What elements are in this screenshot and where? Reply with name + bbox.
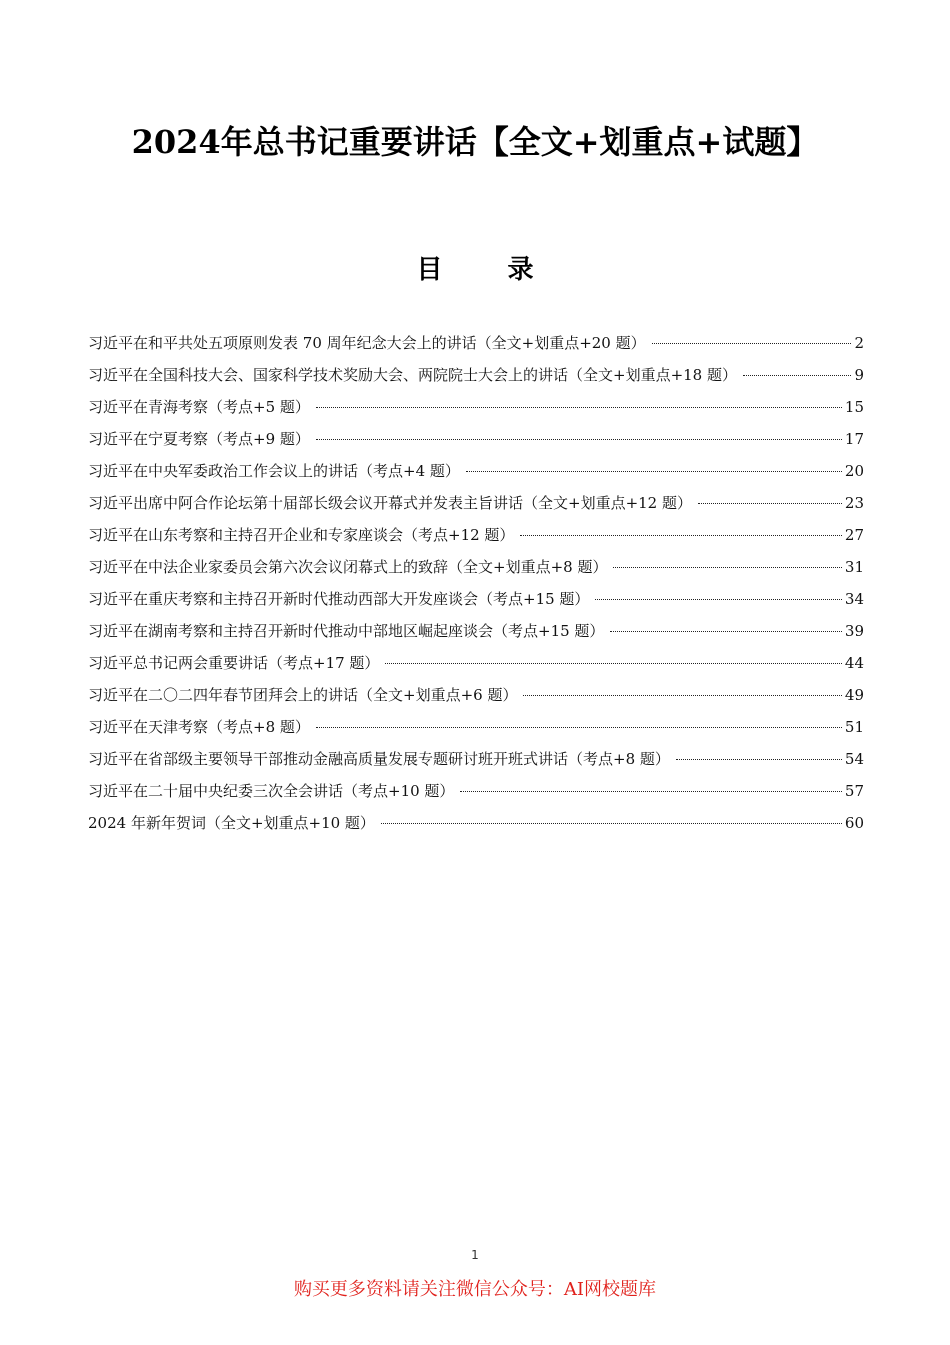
toc-leader-dots: [676, 759, 842, 760]
table-of-contents: [88, 327, 864, 839]
toc-entry[interactable]: [88, 775, 864, 807]
toc-entry[interactable]: [88, 551, 864, 583]
toc-entry-page: 27: [844, 526, 864, 544]
toc-leader-dots: [460, 791, 841, 792]
toc-entry-page: 23: [844, 494, 864, 512]
toc-entry[interactable]: [88, 679, 864, 711]
toc-entry[interactable]: [88, 647, 864, 679]
toc-leader-dots: [652, 343, 852, 344]
toc-leader-dots: [466, 471, 842, 472]
toc-leader-dots: [523, 695, 841, 696]
toc-entry-page: 51: [844, 718, 864, 736]
toc-entry-page: 60: [844, 814, 864, 832]
document-title: 2024年总书记重要讲话【全文+划重点+试题】: [131, 123, 819, 161]
toc-entry-title: 习近平在青海考察（考点+5 题）: [88, 398, 310, 416]
toc-entry-page: 15: [844, 398, 864, 416]
toc-entry-title: 习近平在和平共处五项原则发表 70 周年纪念大会上的讲话（全文+划重点+20 题）: [88, 334, 646, 352]
toc-entry-title: 习近平在重庆考察和主持召开新时代推动西部大开发座谈会（考点+15 题）: [88, 590, 590, 608]
toc-entry-title: 习近平在中央军委政治工作会议上的讲话（考点+4 题）: [88, 462, 460, 480]
toc-entry-title: 习近平在全国科技大会、国家科学技术奖励大会、两院院士大会上的讲话（全文+划重点+18 题）: [88, 366, 737, 384]
toc-entry-title: 习近平在宁夏考察（考点+9 题）: [88, 430, 310, 448]
toc-entry[interactable]: [88, 807, 864, 839]
toc-leader-dots: [316, 407, 842, 408]
toc-entry[interactable]: [88, 455, 864, 487]
toc-entry[interactable]: [88, 487, 864, 519]
page-number: 1: [471, 1248, 479, 1262]
toc-entry-page: 49: [844, 686, 864, 704]
toc-leader-dots: [743, 375, 851, 376]
toc-entry-page: 2: [854, 334, 864, 352]
toc-entry[interactable]: [88, 743, 864, 775]
toc-entry-page: 17: [844, 430, 864, 448]
toc-leader-dots: [595, 599, 841, 600]
toc-entry[interactable]: [88, 359, 864, 391]
toc-entry[interactable]: [88, 423, 864, 455]
toc-entry-title: 习近平在省部级主要领导干部推动金融高质量发展专题研讨班开班式讲话（考点+8 题）: [88, 750, 670, 768]
toc-entry[interactable]: [88, 327, 864, 359]
toc-entry-title: 习近平在天津考察（考点+8 题）: [88, 718, 310, 736]
toc-leader-dots: [610, 631, 841, 632]
toc-heading: 目 录: [416, 255, 562, 285]
toc-entry[interactable]: [88, 519, 864, 551]
toc-entry-title: 习近平出席中阿合作论坛第十届部长级会议开幕式并发表主旨讲话（全文+划重点+12 题）: [88, 494, 692, 512]
toc-leader-dots: [698, 503, 842, 504]
toc-entry[interactable]: [88, 583, 864, 615]
toc-entry[interactable]: [88, 711, 864, 743]
toc-leader-dots: [381, 823, 842, 824]
toc-entry-page: 57: [844, 782, 864, 800]
toc-leader-dots: [316, 727, 842, 728]
toc-entry-title: 习近平在二十届中央纪委三次全会讲话（考点+10 题）: [88, 782, 455, 800]
toc-entry-title: 习近平在湖南考察和主持召开新时代推动中部地区崛起座谈会（考点+15 题）: [88, 622, 605, 640]
toc-leader-dots: [520, 535, 841, 536]
toc-entry-page: 31: [844, 558, 864, 576]
toc-entry-title: 习近平在中法企业家委员会第六次会议闭幕式上的致辞（全文+划重点+8 题）: [88, 558, 608, 576]
toc-entry-title: 习近平在山东考察和主持召开企业和专家座谈会（考点+12 题）: [88, 526, 515, 544]
toc-entry-page: 9: [854, 366, 864, 384]
toc-entry-title: 习近平在二〇二四年春节团拜会上的讲话（全文+划重点+6 题）: [88, 686, 518, 704]
toc-entry-page: 54: [844, 750, 864, 768]
toc-entry-title: 习近平总书记两会重要讲话（考点+17 题）: [88, 654, 380, 672]
toc-leader-dots: [385, 663, 841, 664]
toc-entry[interactable]: [88, 615, 864, 647]
toc-entry-page: 34: [844, 590, 864, 608]
toc-entry-title: 2024 年新年贺词（全文+划重点+10 题）: [88, 814, 375, 832]
footer-promo-note: 购买更多资料请关注微信公众号：AI网校题库: [293, 1279, 657, 1300]
toc-entry-page: 20: [844, 462, 864, 480]
toc-leader-dots: [316, 439, 842, 440]
toc-leader-dots: [613, 567, 841, 568]
toc-entry-page: 44: [844, 654, 864, 672]
toc-entry[interactable]: [88, 391, 864, 423]
toc-entry-page: 39: [844, 622, 864, 640]
